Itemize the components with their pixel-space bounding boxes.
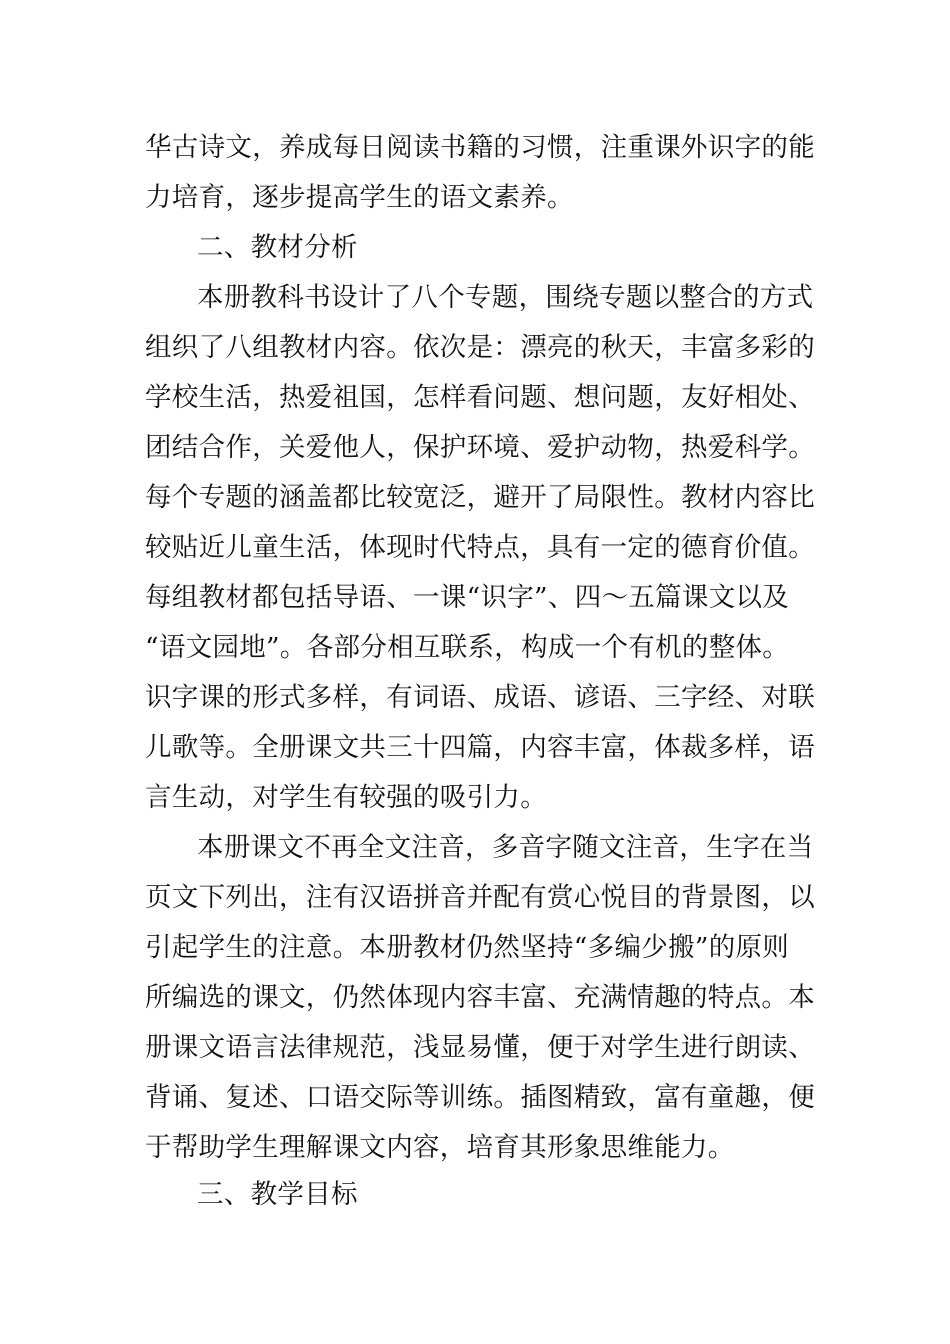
text-line-16: 页文下列出，注有汉语拼音并配有赏心悦目的背景图，以	[145, 882, 815, 913]
section-heading-3: 三、教学目标	[197, 1179, 358, 1210]
text-line-20: 背诵、复述、口语交际等训练。插图精致，富有童趣，便	[145, 1082, 815, 1113]
text-line-5: 组织了八组教材内容。依次是：漂亮的秋天，丰富多彩的	[145, 332, 815, 363]
text-line-15: 本册课文不再全文注音，多音字随文注音，生字在当	[197, 832, 814, 863]
text-line-18: 所编选的课文，仍然体现内容丰富、充满情趣的特点。本	[145, 982, 815, 1013]
section-heading-2: 二、教材分析	[197, 232, 358, 263]
text-line-19: 册课文语言法律规范，浅显易懂，便于对学生进行朗读、	[145, 1032, 815, 1063]
text-line-11: “语文园地”。各部分相互联系，构成一个有机的整体。	[145, 632, 790, 663]
text-line-12: 识字课的形式多样，有词语、成语、谚语、三字经、对联	[145, 682, 815, 713]
text-line-2: 力培育，逐步提高学生的语文素养。	[145, 182, 574, 213]
text-line-6: 学校生活，热爱祖国，怎样看问题、想问题，友好相处、	[145, 382, 815, 413]
text-line-4: 本册教科书设计了八个专题，围绕专题以整合的方式	[197, 282, 814, 313]
text-line-9: 较贴近儿童生活，体现时代特点，具有一定的德育价值。	[145, 532, 815, 563]
text-line-8: 每个专题的涵盖都比较宽泛，避开了局限性。教材内容比	[145, 482, 815, 513]
text-line-10: 每组教材都包括导语、一课“识字”、四～五篇课文以及	[145, 582, 790, 613]
text-line-13: 儿歌等。全册课文共三十四篇，内容丰富，体裁多样，语	[145, 732, 815, 763]
text-line-7: 团结合作，关爱他人，保护环境、爱护动物，热爱科学。	[145, 432, 815, 463]
text-line-1: 华古诗文，养成每日阅读书籍的习惯，注重课外识字的能	[145, 132, 815, 163]
text-line-17: 引起学生的注意。本册教材仍然坚持“多编少搬”的原则	[145, 932, 790, 963]
text-line-14: 言生动，对学生有较强的吸引力。	[145, 782, 547, 813]
text-line-21: 于帮助学生理解课文内容，培育其形象思维能力。	[145, 1132, 735, 1163]
